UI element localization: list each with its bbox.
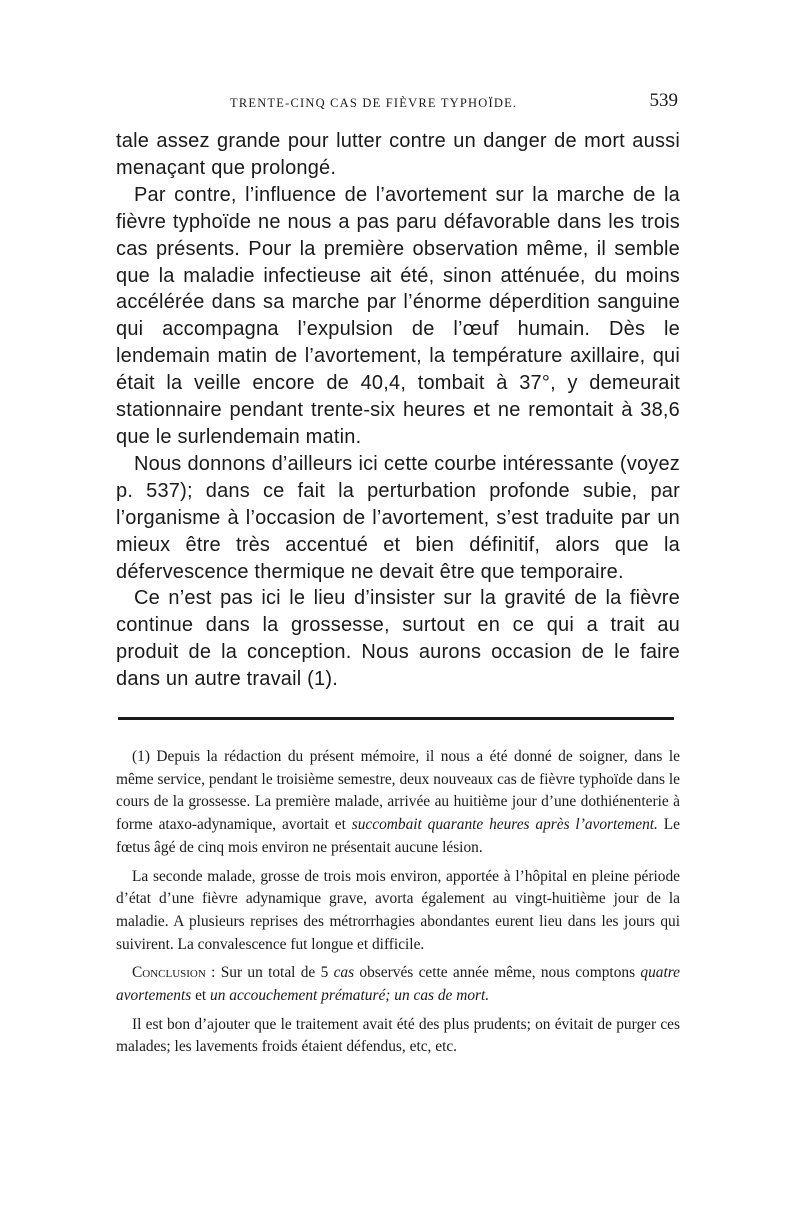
conclusion-text-c: et	[191, 987, 211, 1005]
paragraph-continuation: tale assez grande pour lutter contre un danger de mort aussi menaçant que prolongé.	[116, 130, 680, 179]
paragraph-temperature-curve: Nous donnons d’ailleurs ici cette courbe intéressante (voyez p. 537); dans ce fait la perturbation profonde subie, par l’organisme à l’occasion de l’avortement, s’est traduite par un mieux être très accentué et bien définitif, alors que la défervescence thermique ne devait être que temporaire.	[116, 452, 680, 583]
footnotes	[116, 746, 680, 1059]
conclusion-cas: cas	[333, 964, 355, 982]
footnote-1-text: (1) Depuis la rédaction du présent mémoire, il nous a été donné de soigner, dans le même service, pendant le troisième semestre, deux nouveaux cas de fièvre typhoïde dans le cours de la grossesse. La première malade, arrivée au huitième jour d’une dothiénenterie à forme ataxo-adynamique, avortait et	[116, 748, 680, 834]
paragraph-abortion-influence: Par contre, l’influence de l’avortement sur la marche de la fièvre typhoïde ne nous a pas paru défavorable dans les trois cas présents. Pour la première observation même, il semble que la maladie infectieuse ait été, sinon atténuée, du moins accélérée dans sa marche par l’énorme déperdition sanguine qui accompagna l’expulsion de l’œuf humain. Dès le lendemain matin de l’avortement, la température axillaire, qui était la veille encore de 40,4, tombait à 37°, y demeurait stationnaire pendant trente-six heures et ne remontait à 38,6 que le surlendemain matin.	[116, 183, 680, 448]
conclusion-label: Conclusion	[132, 964, 206, 982]
footnote-treatment: Il est bon d’ajouter que le traitement avait été des plus prudents; on évitait de purger ces malades; les lavements froids étaient défendus, etc, etc.	[116, 1015, 680, 1056]
conclusion-text-b: observés cette année même, nous comptons	[354, 964, 641, 982]
book-page	[116, 90, 680, 1065]
conclusion-italic-2: un accouchement prématuré; un cas de mort.	[210, 987, 490, 1005]
paragraph-conclusion: Ce n’est pas ici le lieu d’insister sur la gravité de la fièvre continue dans la grossesse, surtout en ce qui a trait au produit de la conception. Nous aurons occasion de le faire dans un autre travail (1).	[116, 587, 680, 691]
footnote-second-case: La seconde malade, grosse de trois mois environ, apportée à l’hôpital en pleine période d’état d’une fièvre adynamique grave, avorta également au vingt-huitième jour de la maladie. A plusieurs reprises des métrorrhagies abondantes eurent lieu dans les jours qui suivirent. La convalescence fut longue et difficile.	[116, 867, 680, 953]
footnote-1	[116, 746, 680, 860]
conclusion-italic-1: quatre avortements	[116, 964, 681, 1005]
running-head	[116, 90, 680, 120]
main-text	[116, 128, 680, 693]
running-title: TRENTE-CINQ CAS DE FIÈVRE TYPHOÏDE.	[230, 96, 518, 110]
conclusion-text-a: : Sur un total de 5	[205, 964, 334, 982]
footnote-1-italic: succombait quarante heures après l’avortement.	[351, 816, 658, 834]
footnote-1-tail: Le fœtus âgé de cinq mois environ ne présentait aucune lésion.	[116, 816, 680, 856]
footnote-conclusion	[116, 962, 680, 1007]
footnote-divider	[118, 717, 674, 720]
page-number: 539	[649, 90, 678, 111]
